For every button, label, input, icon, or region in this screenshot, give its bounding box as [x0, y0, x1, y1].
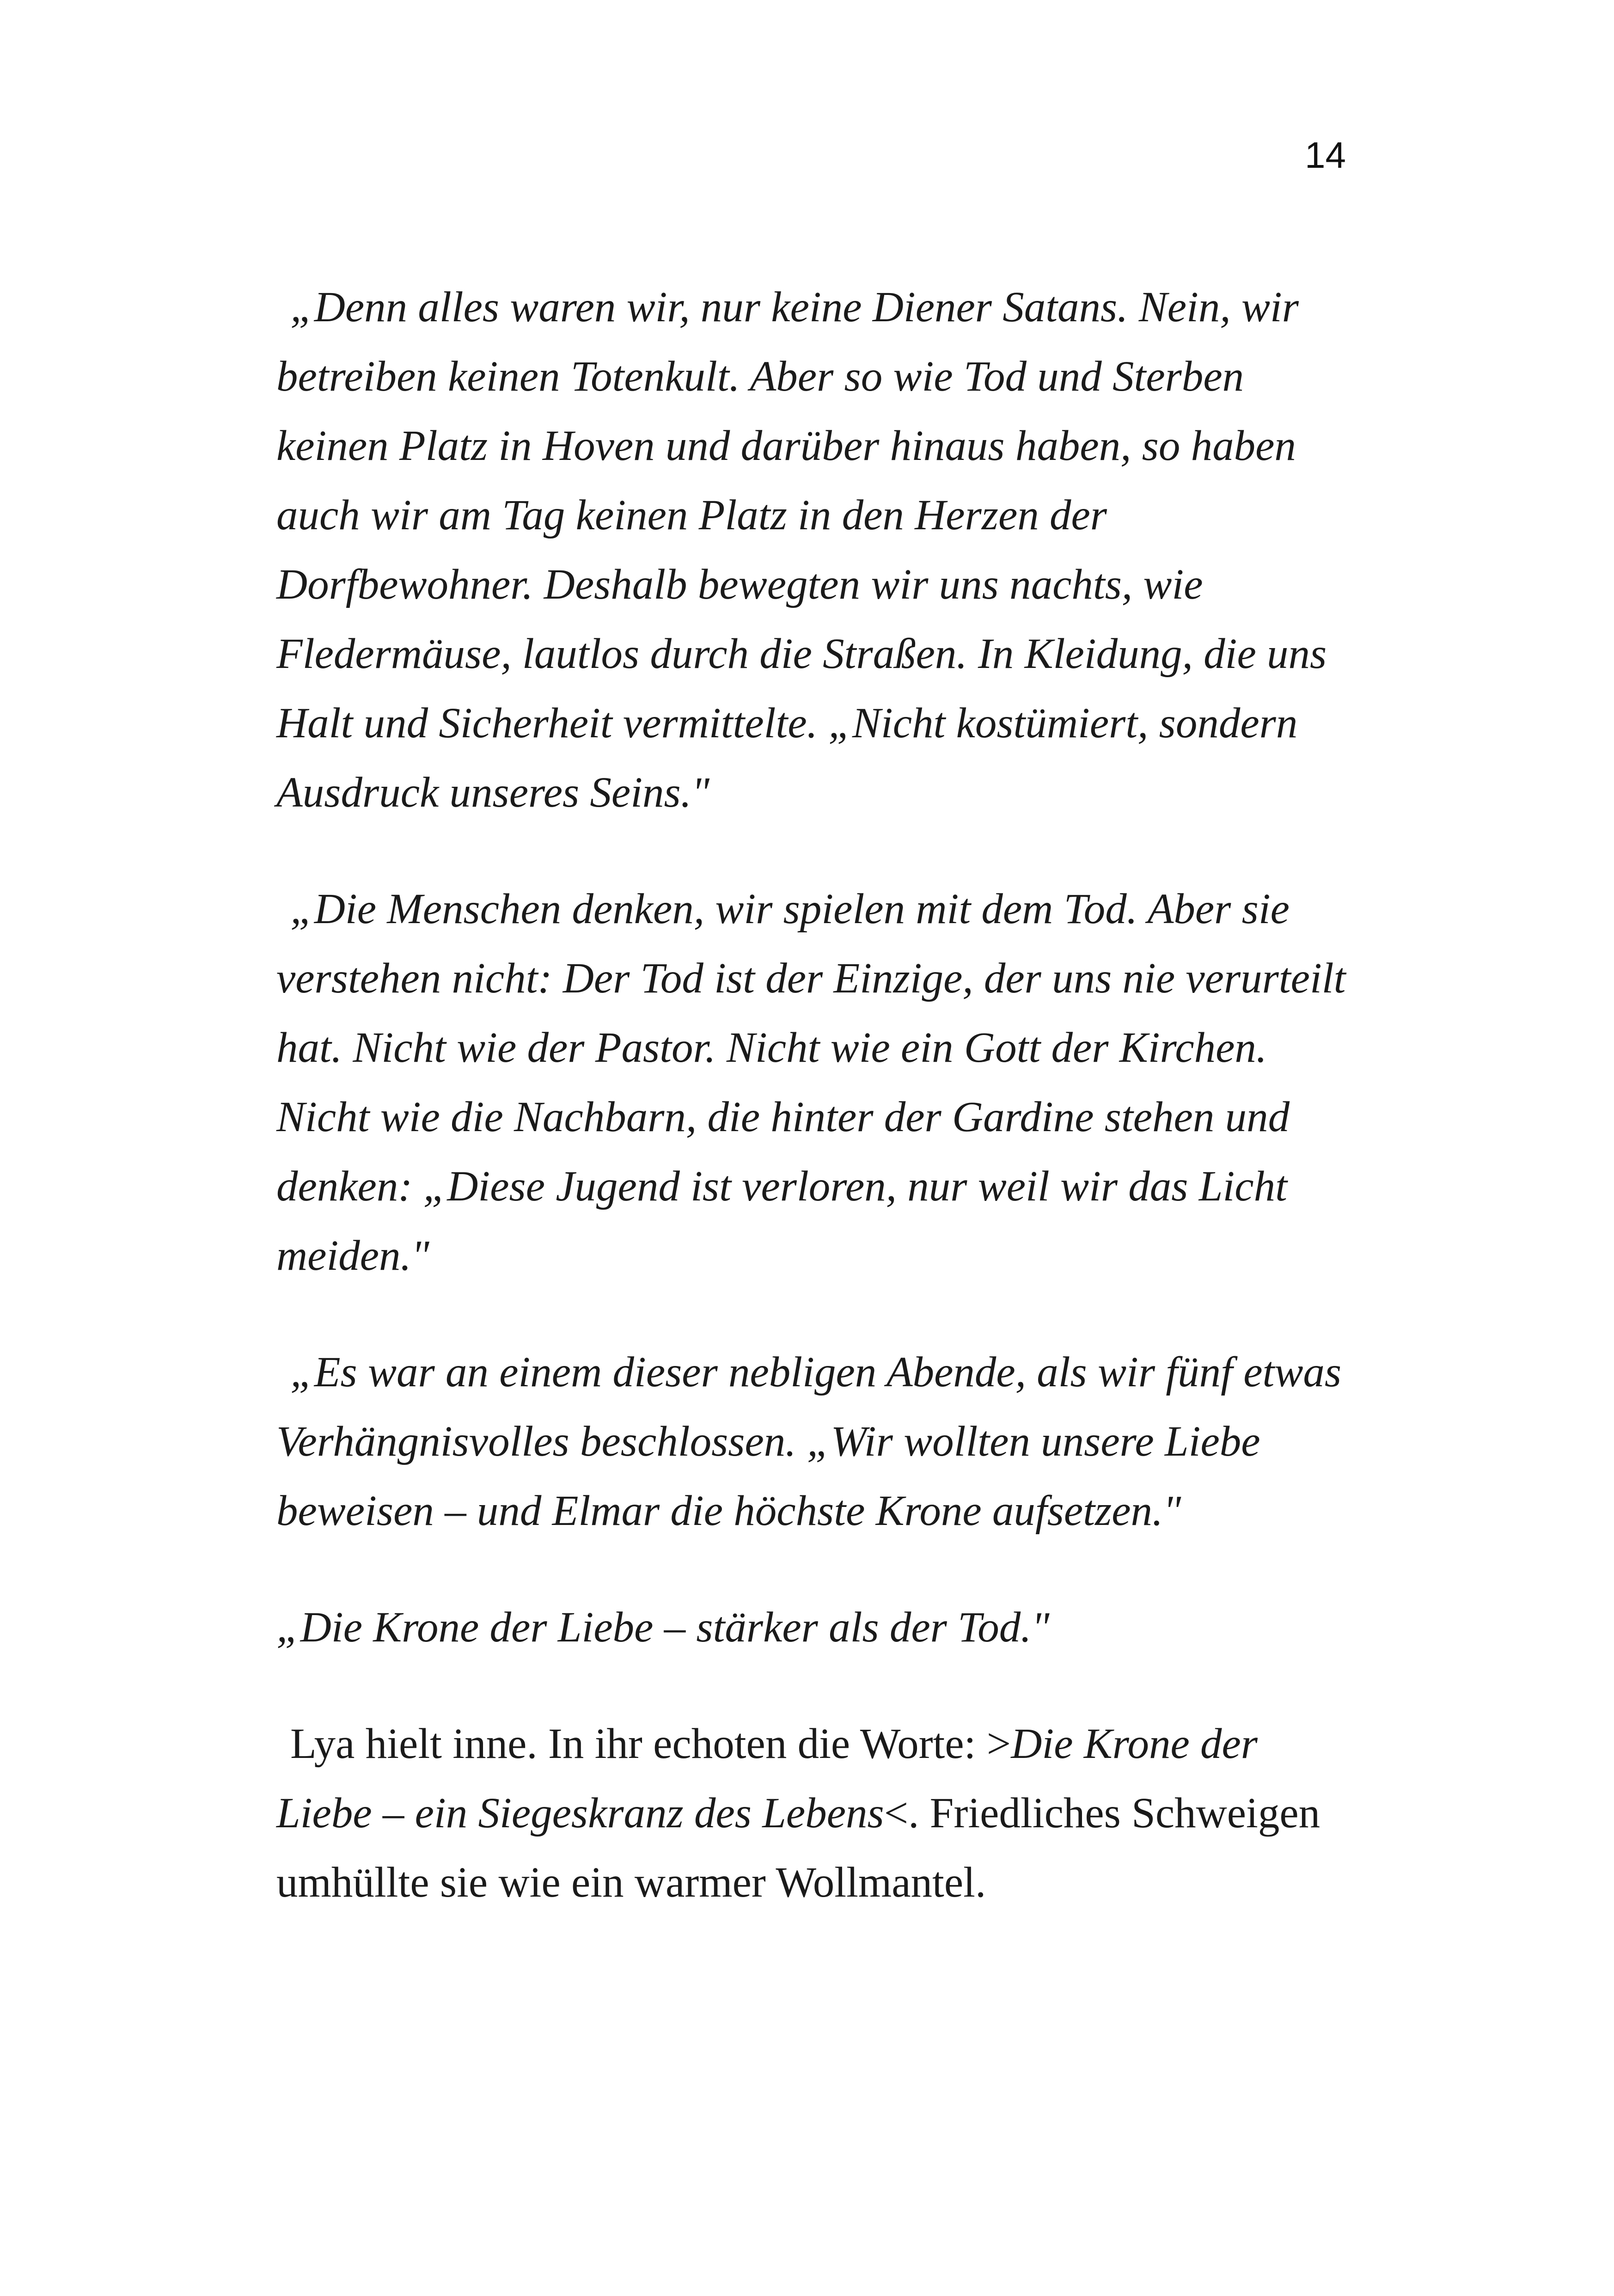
closing-text-italic: Liebe – ein Siegeskranz des Lebens — [276, 1789, 884, 1837]
paragraph-line: Ausdruck unseres Seins." — [276, 769, 710, 816]
paragraph-line: Nicht wie die Nachbarn, die hinter der Gardine stehen und — [276, 1093, 1290, 1141]
paragraph-line: Dorfbewohner. Deshalb bewegten wir uns nachts, wie — [276, 561, 1203, 608]
closing-line-2 — [276, 1779, 1349, 1848]
paragraph-line: Halt und Sicherheit vermittelte. „Nicht kostümiert, sondern — [276, 699, 1298, 747]
closing-text-italic: Die Krone der — [1011, 1720, 1258, 1768]
paragraph-line: betreiben keinen Totenkult. Aber so wie Tod und Sterben — [276, 353, 1244, 400]
paragraph-line: „Denn alles waren wir, nur keine Diener Satans. Nein, wir — [290, 283, 1299, 331]
paragraph-1 — [276, 273, 1349, 827]
paragraph-line: denken: „Diese Jugend ist verloren, nur weil wir das Licht — [276, 1163, 1287, 1210]
paragraph-4 — [276, 1593, 1349, 1662]
closing-line-3: umhüllte sie wie ein warmer Wollmantel. — [276, 1859, 986, 1906]
paragraph-3 — [276, 1338, 1349, 1546]
paragraph-line: verstehen nicht: Der Tod ist der Einzige, der uns nie verurteilt — [276, 955, 1346, 1002]
paragraph-line: beweisen – und Elmar die höchste Krone aufsetzen." — [276, 1487, 1181, 1535]
paragraph-line: Verhängnisvolles beschlossen. „Wir wollten unsere Liebe — [276, 1418, 1260, 1465]
paragraph-line: auch wir am Tag keinen Platz in den Herzen der — [276, 491, 1107, 539]
closing-text-roman: Lya hielt inne. In ihr echoten die Worte: > — [290, 1720, 1011, 1768]
paragraph-line: „Es war an einem dieser nebligen Abende, als wir fünf etwas — [290, 1348, 1342, 1396]
closing-text-roman: <. Friedliches Schweigen — [884, 1789, 1321, 1837]
paragraph-line: „Die Krone der Liebe – stärker als der Tod." — [276, 1604, 1050, 1651]
paragraph-line: hat. Nicht wie der Pastor. Nicht wie ein Gott der Kirchen. — [276, 1024, 1267, 1071]
paragraph-2 — [276, 875, 1349, 1291]
paragraph-line: keinen Platz in Hoven und darüber hinaus haben, so haben — [276, 422, 1296, 470]
text-body — [276, 273, 1349, 1917]
paragraph-line: „Die Menschen denken, wir spielen mit dem Tod. Aber sie — [290, 885, 1290, 933]
paragraph-line: Fledermäuse, lautlos durch die Straßen. In Kleidung, die uns — [276, 630, 1327, 678]
paragraph-line: meiden." — [276, 1232, 429, 1280]
closing-line-1 — [276, 1709, 1349, 1779]
paragraph-closing — [276, 1709, 1349, 1917]
page-number: 14 — [1305, 135, 1346, 176]
